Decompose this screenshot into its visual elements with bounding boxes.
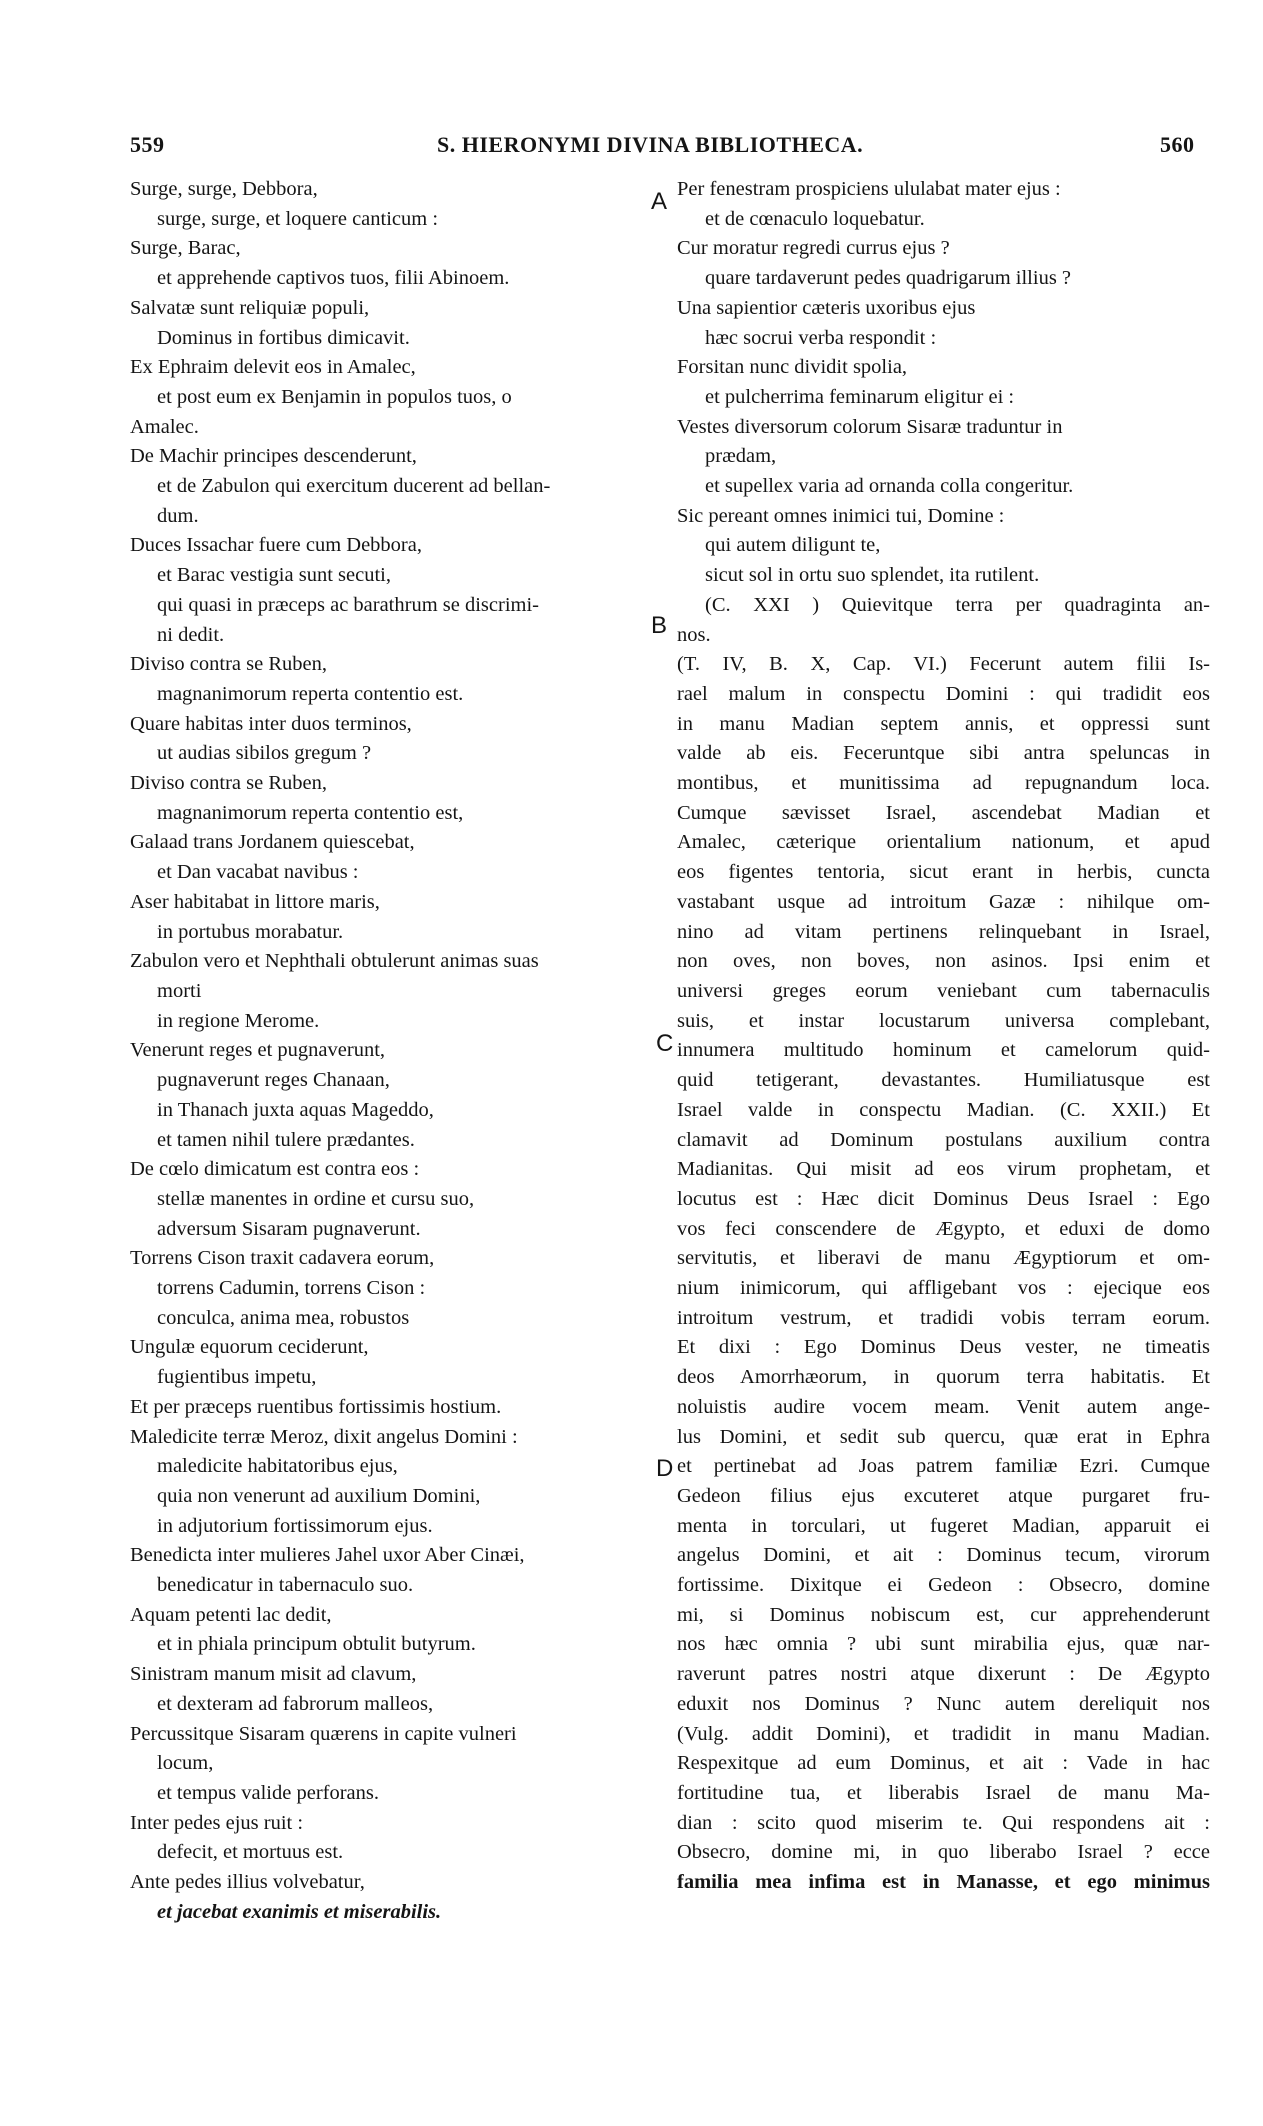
verse-line: ni dedit. <box>157 623 225 646</box>
verse-line: Surge, surge, Debbora, <box>130 178 318 200</box>
prose-line: servitutis, et liberavi de manu Ægyptiorum et om- <box>677 1247 1210 1270</box>
prose-line: Madianitas. Qui misit ad eos virum prophetam, et <box>677 1158 1210 1181</box>
verse-line: Aquam petenti lac dedit, <box>130 1603 332 1626</box>
verse-line: Sic pereant omnes inimici tui, Domine : <box>677 504 1005 527</box>
verse-line: et tamen nihil tulere prædantes. <box>157 1128 415 1151</box>
margin-marker-c: C <box>656 1030 674 1057</box>
verse-line: in adjutorium fortissimorum ejus. <box>157 1514 433 1537</box>
verse-line: Per fenestram prospiciens ululabat mater ejus : <box>677 178 1061 200</box>
verse-line: surge, surge, et loquere canticum : <box>157 207 439 230</box>
verse-line: Cur moratur regredi currus ejus ? <box>677 237 950 260</box>
prose-line: vos feci conscendere de Ægypto, et eduxi de domo <box>677 1217 1210 1240</box>
prose-line: (T. IV, B. X, Cap. VI.) Fecerunt autem filii Is- <box>677 653 1210 676</box>
verse-line: Sinistram manum misit ad clavum, <box>130 1663 417 1686</box>
verse-line: Maledicite terræ Meroz, dixit angelus Domini : <box>130 1425 518 1448</box>
verse-line: et Barac vestigia sunt secuti, <box>157 564 391 587</box>
margin-marker-d: D <box>656 1455 674 1482</box>
margin-marker-b: B <box>651 612 668 639</box>
prose-line: (Vulg. addit Domini), et tradidit in manu Madian. <box>677 1722 1210 1745</box>
verse-line: Dominus in fortibus dimicavit. <box>157 326 410 349</box>
verse-line: et dexteram ad fabrorum malleos, <box>157 1692 434 1715</box>
verse-line: Salvatæ sunt reliquiæ populi, <box>130 296 370 319</box>
verse-line: in portubus morabatur. <box>157 920 344 943</box>
prose-line: lus Domini, et sedit sub quercu, quæ erat in Ephra <box>677 1425 1210 1448</box>
verse-line: magnanimorum reperta contentio est, <box>157 801 464 824</box>
verse-line: et in phiala principum obtulit butyrum. <box>157 1633 476 1656</box>
prose-line: eos figentes tentoria, sicut erant in herbis, cuncta <box>677 861 1210 884</box>
verse-line: torrens Cadumin, torrens Cison : <box>157 1277 426 1300</box>
verse-line: qui quasi in præceps ac barathrum se discrimi- <box>157 593 539 616</box>
prose-line: vastabant usque ad introitum Gazæ : nihilque om- <box>677 890 1210 913</box>
prose-line: nos. <box>677 623 711 646</box>
verse-line: Ungulæ equorum ceciderunt, <box>130 1336 369 1359</box>
verse-line: dum. <box>157 504 199 527</box>
left-column <box>130 175 645 1927</box>
verse-line: sicut sol in ortu suo splendet, ita rutilent. <box>705 564 1040 587</box>
prose-line: Israel valde in conspectu Madian. (C. XXII.) Et <box>677 1098 1210 1121</box>
verse-line: Duces Issachar fuere cum Debbora, <box>130 534 422 557</box>
verse-line: Et per præceps ruentibus fortissimis hostium. <box>130 1395 502 1418</box>
prose-line: menta in torculari, ut fugeret Madian, apparuit ei <box>677 1514 1210 1537</box>
right-column <box>677 175 1210 1898</box>
prose-line: clamavit ad Dominum postulans auxilium contra <box>677 1128 1210 1151</box>
verse-line: Diviso contra se Ruben, <box>130 772 327 795</box>
verse-line: De Machir principes descenderunt, <box>130 445 417 468</box>
verse-line: Galaad trans Jordanem quiescebat, <box>130 831 415 854</box>
verse-line: et de Zabulon qui exercitum ducerent ad bellan- <box>157 475 551 498</box>
prose-line: et pertinebat ad Joas patrem familiæ Ezri. Cumque <box>677 1455 1210 1478</box>
prose-line: Obsecro, domine mi, in quo liberabo Israel ? ecce <box>677 1841 1210 1864</box>
margin-marker-a: A <box>651 188 668 215</box>
verse-line: et tempus valide perforans. <box>157 1781 380 1804</box>
verse-line: magnanimorum reperta contentio est. <box>157 682 464 705</box>
verse-line: et Dan vacabat navibus : <box>157 861 359 884</box>
prose-line: Gedeon filius ejus excuteret atque purgaret fru- <box>677 1484 1210 1507</box>
verse-line: quare tardaverunt pedes quadrigarum illius ? <box>705 267 1072 290</box>
verse-line: Zabulon vero et Nephthali obtulerunt animas suas <box>130 950 539 973</box>
verse-line: adversum Sisaram pugnaverunt. <box>157 1217 421 1240</box>
prose-line: in manu Madian septem annis, et oppressi sunt <box>677 712 1210 735</box>
verse-line: qui autem diligunt te, <box>705 534 881 557</box>
prose-line: (C. XXI ) Quievitque terra per quadraginta an- <box>705 593 1210 616</box>
prose-line: introitum vestrum, et tradidi vobis terram eorum. <box>677 1306 1210 1329</box>
verse-line: in regione Merome. <box>157 1009 320 1032</box>
verse-line: Una sapientior cæteris uxoribus ejus <box>677 296 976 319</box>
verse-line: Ante pedes illius volvebatur, <box>130 1871 365 1894</box>
verse-line: et supellex varia ad ornanda colla congeritur. <box>705 475 1074 498</box>
verse-line: in Thanach juxta aquas Mageddo, <box>157 1098 434 1121</box>
verse-line: maledicite habitatoribus ejus, <box>157 1455 398 1478</box>
verse-line: Forsitan nunc dividit spolia, <box>677 356 908 379</box>
prose-line: quid tetigerant, devastantes. Humiliatusque est <box>677 1069 1210 1092</box>
verse-line: Vestes diversorum colorum Sisaræ traduntur in <box>677 415 1063 438</box>
prose-line: noluistis audire vocem meam. Venit autem ange- <box>677 1395 1210 1418</box>
prose-line: eduxit nos Dominus ? Nunc autem dereliquit nos <box>677 1692 1210 1715</box>
verse-line: Benedicta inter mulieres Jahel uxor Aber Cinæi, <box>130 1544 525 1567</box>
verse-line: Percussitque Sisaram quærens in capite vulneri <box>130 1722 517 1745</box>
verse-line: fugientibus impetu, <box>157 1366 317 1389</box>
verse-line: prædam, <box>705 445 777 468</box>
verse-line: Amalec. <box>130 415 199 438</box>
prose-line: fortitudine tua, et liberabis Israel de manu Ma- <box>677 1781 1210 1804</box>
verse-line: pugnaverunt reges Chanaan, <box>157 1069 390 1092</box>
prose-line: familia mea infima est in Manasse, et ego minimus <box>677 1871 1210 1894</box>
verse-line: Torrens Cison traxit cadavera eorum, <box>130 1247 435 1270</box>
verse-line: et apprehende captivos tuos, filii Abinoem. <box>157 267 510 290</box>
page-number-right: 560 <box>1160 132 1195 157</box>
prose-line: dian : scito quod miserim te. Qui respondens ait : <box>677 1811 1210 1834</box>
prose-line: non oves, non boves, non asinos. Ipsi enim et <box>677 950 1210 973</box>
verse-line: quia non venerunt ad auxilium Domini, <box>157 1484 481 1507</box>
running-title: S. HIERONYMI DIVINA BIBLIOTHECA. <box>437 132 864 157</box>
prose-line: nos hæc omnia ? ubi sunt mirabilia ejus, quæ nar- <box>677 1633 1210 1656</box>
prose-line: Et dixi : Ego Dominus Deus vester, ne timeatis <box>677 1336 1210 1359</box>
verse-line: Surge, Barac, <box>130 237 241 260</box>
verse-line: Inter pedes ejus ruit : <box>130 1811 304 1834</box>
verse-line: et pulcherrima feminarum eligitur ei : <box>705 385 1015 408</box>
verse-line: stellæ manentes in ordine et cursu suo, <box>157 1187 475 1210</box>
verse-line: De cœlo dimicatum est contra eos : <box>130 1158 420 1181</box>
verse-line: benedicatur in tabernaculo suo. <box>157 1574 414 1597</box>
verse-line: defecit, et mortuus est. <box>157 1841 344 1864</box>
prose-line: Cumque sævisset Israel, ascendebat Madian et <box>677 801 1210 824</box>
prose-line: universi greges eorum veniebant cum tabernaculis <box>677 979 1210 1002</box>
prose-line: suis, et instar locustarum universa complebant, <box>677 1009 1210 1032</box>
page-number-left: 559 <box>130 132 165 157</box>
verse-line: et de cœnaculo loquebatur. <box>705 207 925 230</box>
verse-line: locum, <box>157 1752 214 1775</box>
prose-line: nium inimicorum, qui affligebant vos : ejecique eos <box>677 1277 1210 1300</box>
prose-line: Respexitque ad eum Dominus, et ait : Vade in hac <box>677 1752 1210 1775</box>
prose-line: locutus est : Hæc dicit Dominus Deus Israel : Ego <box>677 1187 1210 1210</box>
verse-line: conculca, anima mea, robustos <box>157 1306 410 1329</box>
prose-line: raverunt patres nostri atque dixerunt : De Ægypto <box>677 1663 1210 1686</box>
verse-line: morti <box>157 979 202 1002</box>
prose-line: deos Amorrhæorum, in quorum terra habitatis. Et <box>677 1366 1210 1389</box>
prose-line: valde ab eis. Feceruntque sibi antra speluncas in <box>677 742 1210 765</box>
verse-line: Diviso contra se Ruben, <box>130 653 327 676</box>
verse-line: ut audias sibilos gregum ? <box>157 742 372 765</box>
prose-line: mi, si Dominus nobiscum est, cur apprehenderunt <box>677 1603 1210 1626</box>
verse-line: Quare habitas inter duos terminos, <box>130 712 412 735</box>
verse-line: hæc socrui verba respondit : <box>705 326 937 349</box>
verse-line: Aser habitabat in littore maris, <box>130 890 380 913</box>
verse-line-italic: et jacebat exanimis et miserabilis. <box>157 1900 442 1923</box>
verse-line: et post eum ex Benjamin in populos tuos, o <box>157 385 512 408</box>
verse-line: Ex Ephraim delevit eos in Amalec, <box>130 356 416 379</box>
prose-line: angelus Domini, et ait : Dominus tecum, virorum <box>677 1544 1210 1567</box>
prose-line: innumera multitudo hominum et camelorum quid- <box>677 1039 1210 1062</box>
prose-line: nino ad vitam pertinens relinquebant in Israel, <box>677 920 1210 943</box>
verse-line: Venerunt reges et pugnaverunt, <box>130 1039 386 1062</box>
prose-line: fortissime. Dixitque ei Gedeon : Obsecro, domine <box>677 1574 1210 1597</box>
prose-line: rael malum in conspectu Domini : qui tradidit eos <box>677 682 1210 705</box>
prose-line: Amalec, cæterique orientalium nationum, et apud <box>677 831 1210 854</box>
prose-line: montibus, et munitissima ad repugnandum loca. <box>677 772 1210 795</box>
